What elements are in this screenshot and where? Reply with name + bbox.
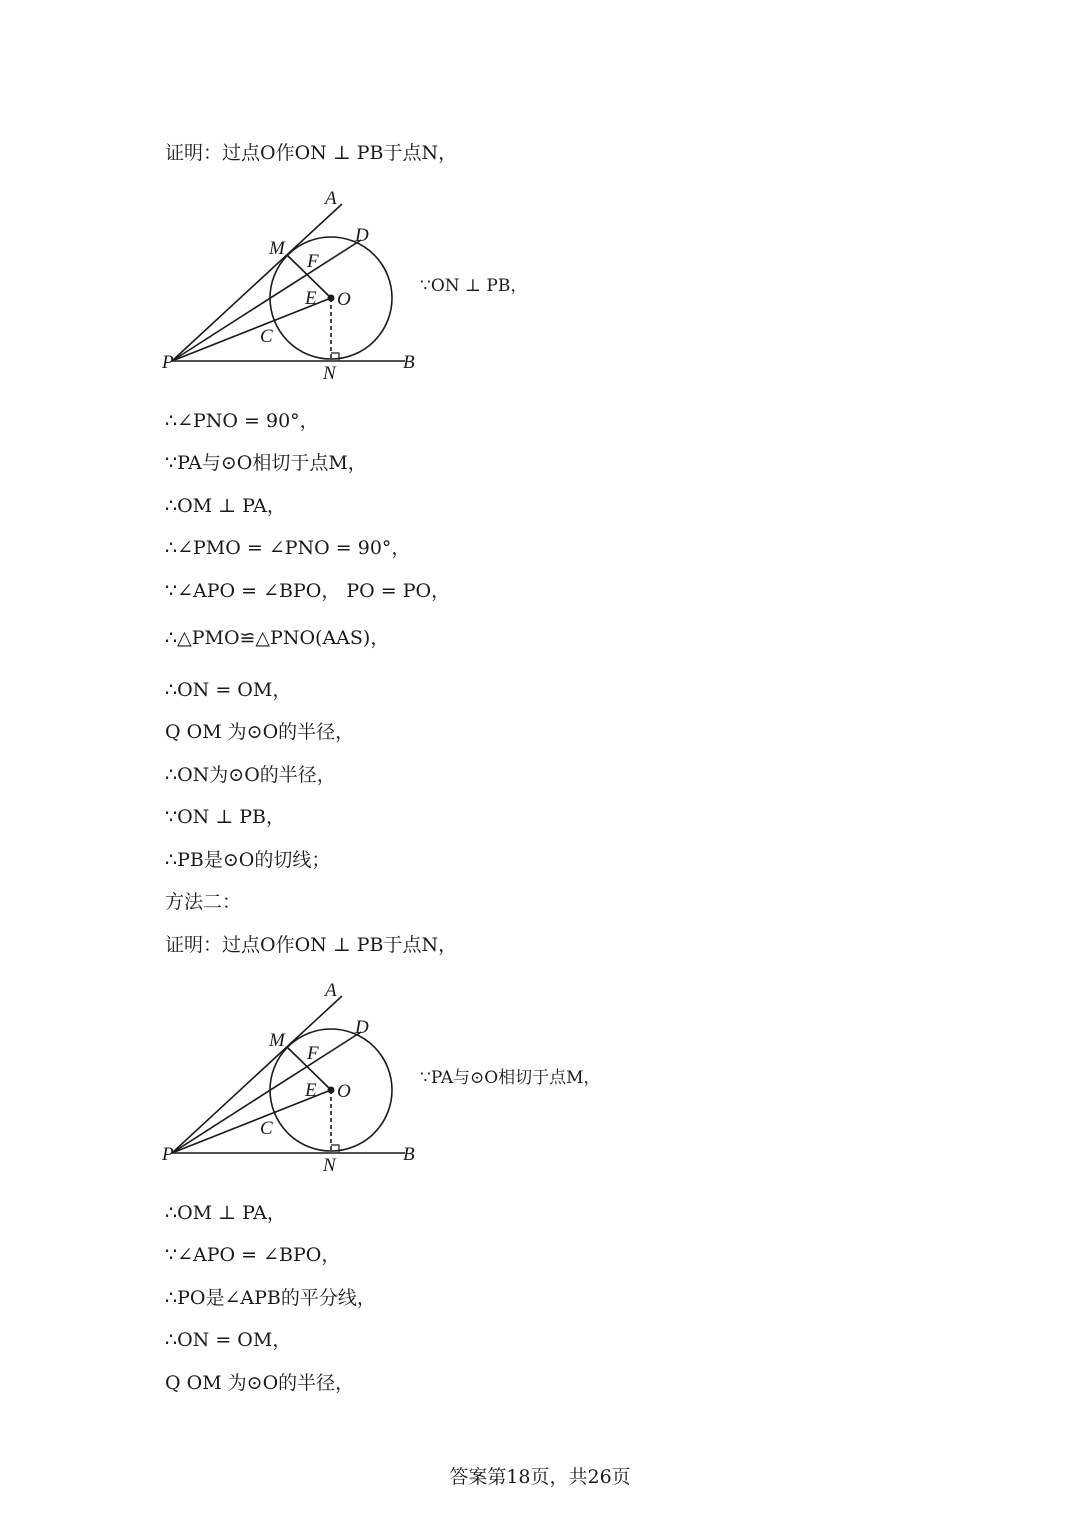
label-d: D — [355, 225, 369, 246]
label-o: O — [337, 289, 351, 310]
proof1-step: Q OM 为⊙O的半径， — [165, 721, 355, 743]
proof2-step: ∴PO是∠APB的平分线， — [165, 1287, 376, 1309]
label-e: E — [305, 288, 317, 309]
proof2-intro: 证明：过点O作ON ⊥ PB于点N， — [165, 934, 458, 956]
label-f: F — [307, 251, 319, 272]
proof2-step: Q OM 为⊙O的半径， — [165, 1372, 355, 1394]
center-dot — [328, 295, 335, 302]
label-c: C — [260, 1118, 273, 1139]
label-a: A — [325, 188, 337, 209]
proof1-step: ∵ON ⊥ PB， — [165, 806, 285, 828]
proof1-step: ∴ON为⊙O的半径， — [165, 764, 336, 786]
label-n: N — [323, 363, 336, 384]
proof2-step: ∴OM ⊥ PA， — [165, 1202, 286, 1224]
label-b: B — [403, 352, 415, 373]
label-n: N — [323, 1155, 336, 1176]
label-o: O — [337, 1081, 351, 1102]
label-p: P — [162, 352, 174, 373]
label-m: M — [269, 238, 285, 259]
label-f: F — [307, 1043, 319, 1064]
proof1-step: ∴∠PMO = ∠PNO = 90°， — [165, 537, 411, 559]
geometry-figure-2 — [150, 972, 430, 1182]
label-a: A — [325, 980, 337, 1001]
proof1-side-note: ∵ON ⊥ PB， — [420, 276, 528, 296]
right-angle-mark — [331, 353, 339, 361]
proof1-step: ∴OM ⊥ PA， — [165, 495, 286, 517]
proof2-side-note: ∵PA与⊙O相切于点M， — [420, 1068, 601, 1088]
proof1-step: ∴∠PNO = 90°， — [165, 410, 319, 432]
label-m: M — [269, 1030, 285, 1051]
proof1-step: ∵∠APO = ∠BPO， PO = PO， — [165, 580, 451, 602]
proof2-step: ∴ON = OM， — [165, 1329, 292, 1351]
label-e: E — [305, 1080, 317, 1101]
center-dot — [328, 1087, 335, 1094]
line-pa — [172, 996, 342, 1153]
label-c: C — [260, 326, 273, 347]
proof1-step: ∵PA与⊙O相切于点M， — [165, 452, 367, 474]
proof1-step: ∴ON = OM， — [165, 679, 292, 701]
label-b: B — [403, 1144, 415, 1165]
proof2-step: ∵∠APO = ∠BPO， — [165, 1244, 341, 1266]
proof1-intro: 证明：过点O作ON ⊥ PB于点N， — [165, 142, 458, 164]
proof1-step: ∴PB是⊙O的切线； — [165, 849, 331, 871]
label-d: D — [355, 1017, 369, 1038]
right-angle-mark — [331, 1145, 339, 1153]
method2-label: 方法二： — [165, 891, 242, 913]
line-pa — [172, 204, 342, 361]
label-p: P — [162, 1144, 174, 1165]
geometry-figure-1 — [150, 180, 430, 390]
proof1-step: ∴△PMO≌△PNO(AAS)， — [165, 627, 390, 649]
page-footer: 答案第18页，共26页 — [449, 1466, 631, 1488]
